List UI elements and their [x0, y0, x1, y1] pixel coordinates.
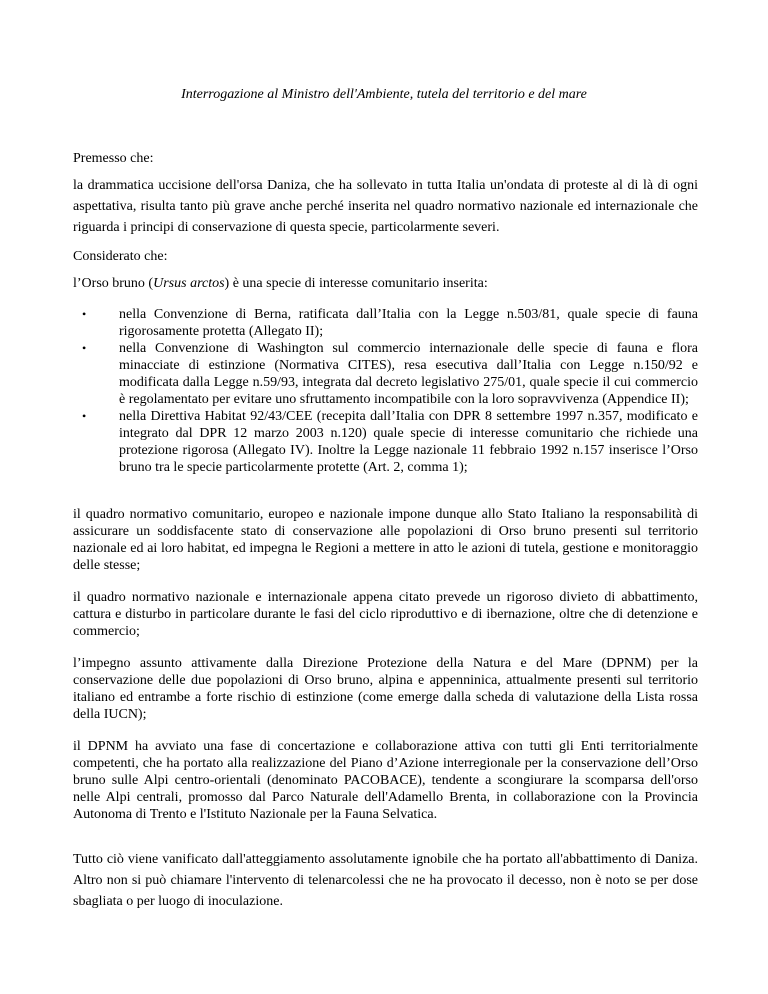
bullet-icon: • [82, 341, 87, 355]
species-intro [73, 273, 698, 294]
list-item-text: nella Convenzione di Washington sul commercio internazionale delle specie di fauna e flora minacciate di estinzione (Normativa CITES), resa esecutiva dall’Italia con Legge n.150/92 e modificata dalla Legge n.59/93, integrata dal decreto legislativo 275/01, quale specie il cui commercio è regolamentato per evitare uno sfruttamento incompatibile con la loro sopravvivenza (Appendice II); [119, 341, 698, 407]
bullet-icon: • [82, 409, 87, 423]
bullet-icon: • [82, 307, 87, 321]
list-item-text: nella Direttiva Habitat 92/43/CEE (recepita dall’Italia con DPR 8 settembre 1997 n.357, modificato e integrato dal DPR 12 marzo 2003 n.120) quale specie di interesse comunitario che richiede una protezione rigorosa (Allegato IV). Inoltre la Legge nazionale 11 febbraio 1992 n.157 inserisce l’Orso bruno tra le specie particolarmente protette (Art. 2, comma 1); [119, 409, 698, 475]
paragraph: il DPNM ha avviato una fase di concertazione e collaborazione attiva con tutti gli Enti territorialmente competenti, che ha portato alla realizzazione del Piano d’Azione interregionale per la conservazione dell’Orso bruno sulle Alpi centro-orientali (denominato PACOBACE), tendente a scongiurare la scomparsa dell'orso nelle Alpi centrali, promosso dal Parco Naturale dell'Adamello Brenta, in collaborazione con la Provincia Autonoma di Trento e l'Istituto Nazionale per la Fauna Selvatica. [73, 739, 698, 822]
premesso-paragraph: la drammatica uccisione dell'orsa Daniza, che ha sollevato in tutta Italia un'ondata di proteste al di là di ogni aspettativa, risulta tanto più grave anche perché inserita nel quadro normativo nazionale ed internazionale che riguarda i principi di conservazione di questa specie, particolarmente severi. [73, 178, 698, 235]
premesso-heading: Premesso che: [73, 151, 154, 166]
list-item [73, 408, 698, 476]
paragraph: il quadro normativo comunitario, europeo e nazionale impone dunque allo Stato Italiano la responsabilità di assicurare un soddisfacente stato di conservazione alle popolazioni di Orso bruno presenti sul territorio nazionale ed ai loro habitat, ed impegna le Regioni a mettere in atto le azioni di tutela, gestione e monitoraggio delle stesse; [73, 507, 698, 573]
convention-list [73, 306, 698, 476]
paragraph: l’impegno assunto attivamente dalla Direzione Protezione della Natura e del Mare (DPNM) per la conservazione delle due popolazioni di Orso bruno, alpina e appenninica, attualmente presenti sul territorio italiano ed entrambe a forte rischio di estinzione (come emerge dalla scheda di valutazione della Lista rossa della IUCN); [73, 656, 698, 722]
final-paragraph: Tutto ciò viene vanificato dall'atteggiamento assolutamente ignobile che ha portato all'abbattimento di Daniza. Altro non si può chiamare l'intervento di telenarcolessi che ne ha provocato il decesso, non è noto se per dose sbagliata o per luogo di inoculazione. [73, 852, 698, 909]
species-intro-after: ) è una specie di interesse comunitario inserita: [224, 276, 488, 291]
list-item-text: nella Convenzione di Berna, ratificata dall’Italia con la Legge n.503/81, quale specie di fauna rigorosamente protetta (Allegato II); [119, 307, 698, 339]
paragraph: il quadro normativo nazionale e internazionale appena citato prevede un rigoroso divieto di abbattimento, cattura e disturbo in particolare durante le fasi del ciclo riproduttivo e di ibernazione, oltre che di detenzione e commercio; [73, 590, 698, 639]
list-item [73, 340, 698, 408]
considerato-heading: Considerato che: [73, 249, 168, 264]
list-item [73, 306, 698, 340]
species-name: Ursus arctos [153, 276, 225, 291]
document-title: Interrogazione al Ministro dell'Ambiente, tutela del territorio e del mare [181, 87, 587, 102]
species-intro-before: l’Orso bruno ( [73, 276, 154, 291]
